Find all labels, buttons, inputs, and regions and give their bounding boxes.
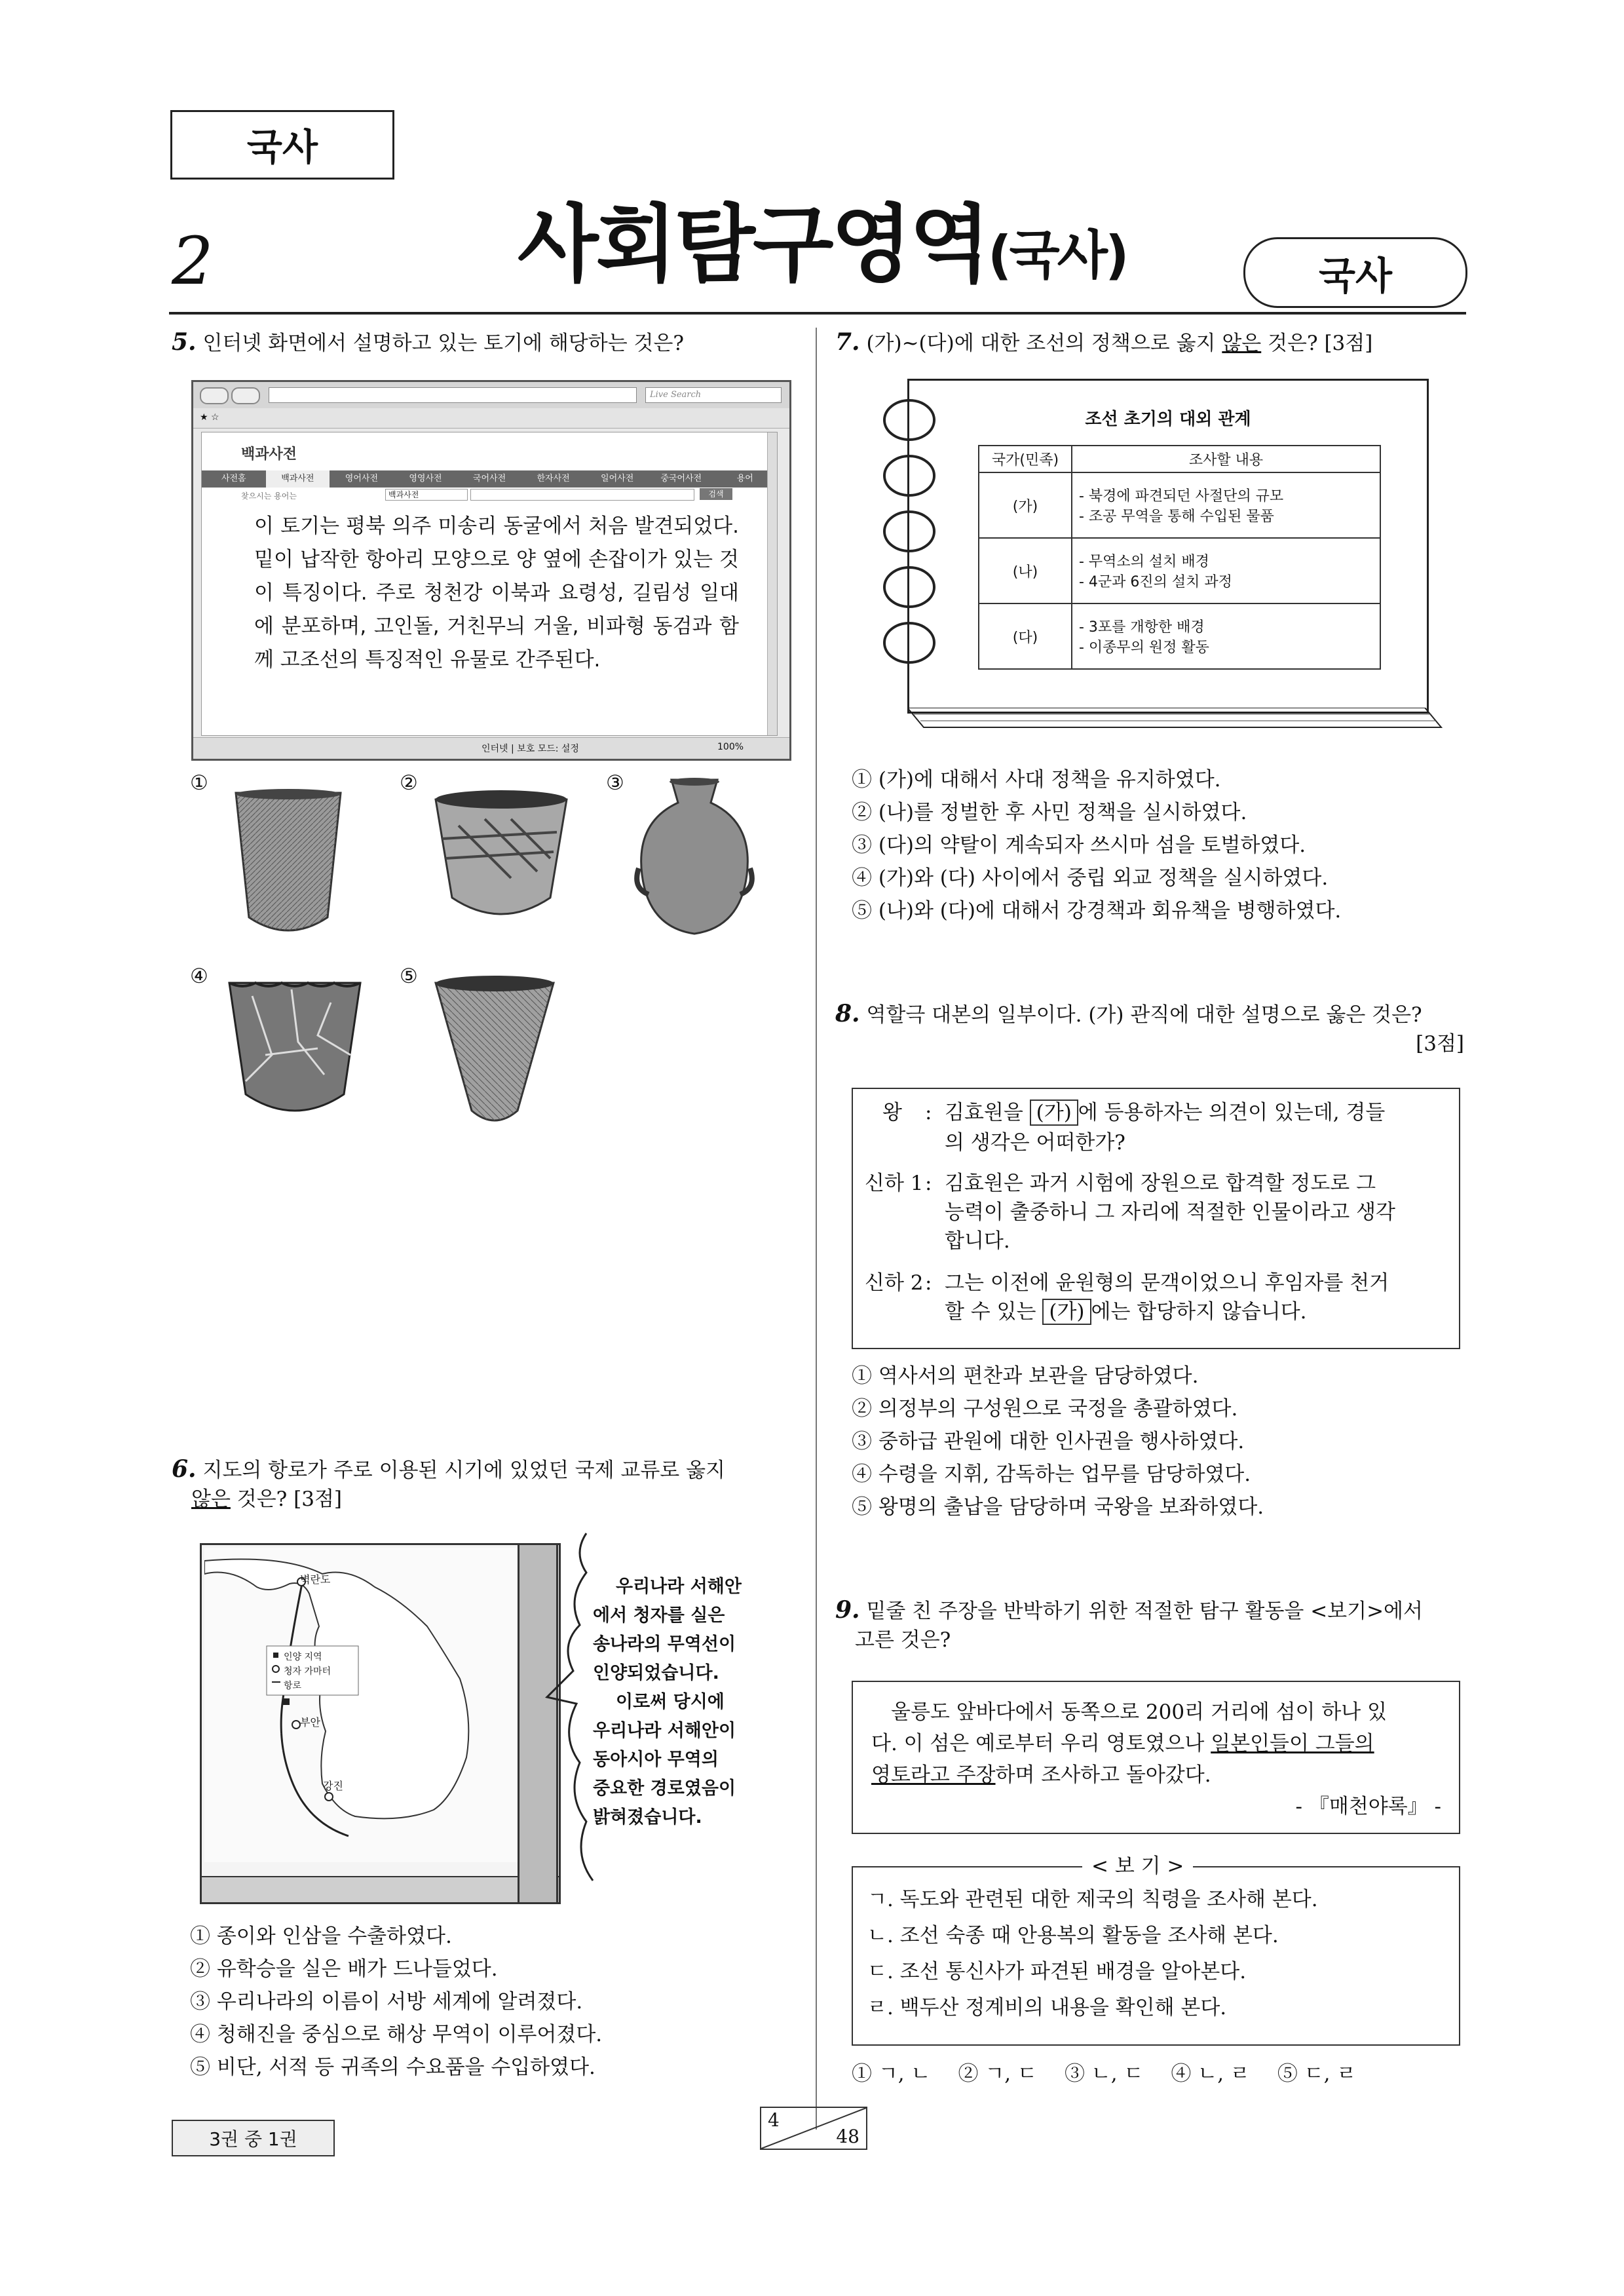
bogi-item: ㄹ. 백두산 정계비의 내용을 확인해 본다. [867,1996,1227,2019]
pottery-description: 이 토기는 평북 의주 미송리 동굴에서 처음 발견되었다. 밑이 납작한 항아리 모양으로 양 옆에 손잡이가 있는 것이 특징이다. 주로 청천강 이북과 요령성, 길림성 일대에 분포하며, 고인돌, 거친무늬 거울, 비파형 동검과 함께 고조선의 특징적인 유물로 간주된다. [254,514,739,672]
passage-line-3: 하며 조사하고 돌아갔다. [995,1763,1211,1787]
map-label-gangjin: 강진 [323,1780,343,1792]
q8-option-3[interactable]: ③ 중하급 관원에 대한 인사권을 행사하였다. [852,1430,1245,1453]
row-item: - 북경에 파견되던 사절단의 규모 [1079,488,1284,505]
minister-2-line-post: 에는 합당하지 않습니다. [1091,1300,1307,1324]
q9-text-line1: 밑줄 친 주장을 반박하기 위한 적절한 탐구 활동을 <보기>에서 [866,1599,1423,1623]
q6-option-1[interactable]: ① 종이와 인삼을 수출하였다. [190,1924,452,1948]
q5-question [172,328,801,358]
browser-toolbar [193,408,789,429]
pottery-2-image [432,786,570,930]
q7-question [835,328,1464,358]
passage-source: - 『매천야록』 - [1295,1795,1441,1818]
q5-option-1-label: ① [190,771,208,795]
nav-item[interactable]: 용어 [736,474,753,484]
favorites-icon[interactable]: ★ ☆ [200,412,219,423]
title-main: 사회탐구영역 [518,196,988,294]
back-button[interactable] [200,387,229,404]
bogi-item: ㄴ. 조선 숙종 때 안용복의 활동을 조사해 본다. [867,1924,1279,1947]
q7-options [852,763,1461,927]
bogi-items [867,1882,1318,2026]
q7-negation: 않은 [1222,332,1262,355]
pottery-3-image [632,776,757,940]
king-line-pre: 김효원을 [945,1101,1023,1124]
bogi-title: < 보 기 > [1082,1852,1193,1881]
legend-route: 항로 [284,1681,302,1691]
q5-option-2-label: ② [400,771,418,795]
q5-option-3-label: ③ [606,771,624,795]
bubble-line: 우리나라 서해안이 [593,1721,736,1741]
nav-item[interactable]: 영어사전 [345,474,379,484]
q9-passage-box [852,1681,1460,1834]
speaker-minister-2: 신하 2 [865,1271,924,1295]
row-content [1072,538,1380,603]
q7-number: 7. [835,328,860,356]
q7-option-2[interactable]: ② (나)를 정벌한 후 사민 정책을 실시하였다. [852,801,1247,824]
q9-passage [871,1696,1441,1822]
nav-item[interactable]: 중국어사전 [660,474,702,484]
q6-text-line2: 것은? [3점] [236,1487,342,1511]
map-label-buan: 부안 [300,1716,320,1729]
q9-option-5[interactable]: ⑤ ㄷ, ㄹ [1277,2062,1357,2086]
header-rule [169,312,1466,315]
row-item: - 무역소의 설치 배경 [1079,554,1209,570]
notebook-title: 조선 초기의 대외 관계 [1085,410,1251,429]
q7-option-4[interactable]: ④ (가)와 (다) 사이에서 중립 외교 정책을 실시하였다. [852,866,1329,890]
q6-negation: 않은 [191,1487,231,1511]
nav-item[interactable]: 한자사전 [537,474,570,484]
browser-address-bar [193,382,789,409]
speaker-king: 왕 [882,1101,902,1124]
table-row [979,538,1380,603]
passage-line-2: 다. 이 섬은 예로부터 우리 영토였으나 [871,1732,1205,1755]
bubble-line: 인양되었습니다. [593,1663,719,1683]
q5-number: 5. [172,328,197,356]
trade-route-map [204,1548,522,1862]
bogi-item: ㄷ. 조선 통신사가 파견된 배경을 알아본다. [867,1960,1247,1983]
minister-2-line-pre: 할 수 있는 [945,1300,1036,1324]
q9-number: 9. [835,1596,860,1624]
search-select[interactable]: 백과사전 [385,489,468,501]
speaker-minister-1: 신하 1 [865,1172,924,1195]
table-header-country: 국가(민족) [979,446,1072,472]
bubble-line: 우리나라 서해안 [616,1577,742,1597]
nav-item[interactable]: 영영사전 [409,474,442,484]
q9-question [835,1596,1464,1655]
q7-text-a: (가)~(다)에 대한 조선의 정책으로 옳지 [866,332,1216,355]
minister-1-line [945,1169,1449,1255]
minister-1-line-2: 능력이 출중하니 그 자리에 적절한 인물이라고 생각 [945,1200,1395,1224]
q9-option-2[interactable]: ② ㄱ, ㄷ [958,2062,1037,2086]
q7-option-3[interactable]: ③ (다)의 약탈이 계속되자 쓰시마 섬을 토벌하였다. [852,833,1306,857]
q9-option-4[interactable]: ④ ㄴ, ㄹ [1171,2062,1250,2086]
search-button[interactable]: 검색 [700,488,732,500]
bogi-box [852,1854,1460,2046]
tv-map-frame [200,1543,561,1904]
q9-options [852,2057,1461,2090]
browser-status-bar [193,737,789,759]
row-item: - 조공 무역을 통해 수입된 물품 [1079,508,1274,525]
q6-number: 6. [172,1455,197,1483]
row-label: (가) [979,472,1072,538]
q6-options [190,1920,799,2084]
browser-search-input[interactable]: Live Search [645,387,782,403]
site-nav [202,470,777,488]
row-item: - 4군과 6진의 설치 과정 [1079,574,1232,590]
notebook-card [907,379,1429,714]
foreign-relations-table [978,445,1381,670]
bubble-text [593,1573,809,1832]
page-title [518,177,1127,297]
king-line-cont: 의 생각은 어떠한가? [945,1131,1125,1155]
bogi-item: ㄱ. 독도와 관련된 대한 제국의 칙령을 조사해 본다. [867,1888,1318,1911]
pottery-4-image [226,976,364,1127]
q9-text-line2: 고른 것은? [855,1628,951,1652]
address-input[interactable] [269,387,637,403]
q6-option-3[interactable]: ③ 우리나라의 이름이 서방 세계에 알려졌다. [190,1990,583,2014]
notebook-pages-edge [907,708,1445,734]
q6-question [172,1455,801,1514]
minister-1-line-1: 김효원은 과거 시험에 장원으로 합격할 정도로 그 [945,1172,1376,1195]
q8-number: 8. [835,1000,860,1027]
q6-option-4[interactable]: ④ 청해진을 중심으로 해상 무역이 이루어졌다. [190,2023,603,2046]
q6-option-2[interactable]: ② 유학승을 실은 배가 드나들었다. [190,1957,498,1981]
q8-option-4[interactable]: ④ 수령을 지휘, 감독하는 업무를 담당하였다. [852,1463,1251,1486]
notebook-rings [870,394,949,702]
pottery-5-image [432,973,557,1130]
position-ga-tag: (가) [1042,1299,1091,1325]
subject-pill: 국사 [1243,237,1467,308]
row-item: - 3포를 개항한 배경 [1079,619,1205,636]
site-search-input[interactable] [470,489,694,501]
forward-button[interactable] [231,387,260,404]
king-line [945,1098,1449,1127]
pottery-1-image [229,786,347,944]
table-header-content: 조사할 내용 [1072,446,1380,472]
nav-item[interactable]: 백과사전 [266,470,330,488]
q8-option-5[interactable]: ⑤ 왕명의 출납을 담당하며 국왕을 보좌하였다. [852,1495,1264,1519]
q5-option-5-label: ⑤ [400,965,418,988]
bubble-line: 에서 청자를 실은 [593,1605,725,1626]
minister-2-line [945,1269,1449,1326]
passage-underline-2: 영토라고 주장 [871,1763,996,1787]
q9-option-3[interactable]: ③ ㄴ, ㄷ [1064,2062,1144,2086]
q8-text: 역할극 대본의 일부이다. (가) 관직에 대한 설명으로 옳은 것은? [866,1003,1422,1027]
subject-box: 국사 [170,110,394,180]
bubble-line: 밝혀졌습니다. [593,1807,702,1827]
bubble-line: 중요한 경로였음이 [593,1778,736,1799]
q6-text-line1: 지도의 항로가 주로 이용된 시기에 있었던 국제 교류로 옳지 [202,1459,725,1482]
minister-1-line-3: 합니다. [945,1229,1010,1253]
page-total: 48 [836,2126,859,2147]
row-label: (나) [979,538,1072,603]
browser-window [191,380,791,761]
volume-label: 3권 중 1권 [172,2120,335,2156]
q5-text: 인터넷 화면에서 설명하고 있는 토기에 해당하는 것은? [202,332,685,355]
table-row [979,472,1380,538]
table-row [979,603,1380,669]
column-divider [816,328,817,2130]
site-title: 백과사전 [241,446,297,463]
row-content [1072,603,1380,669]
bubble-line: 동아시아 무역의 [593,1750,719,1770]
q8-option-1[interactable]: ① 역사서의 편찬과 보관을 담당하였다. [852,1364,1199,1388]
scrollbar[interactable] [767,432,777,735]
nav-item[interactable]: 사전홈 [221,474,246,484]
passage-underline-1: 일본인들이 그들의 [1211,1732,1374,1755]
q8-points: [3점] [1416,1032,1464,1056]
q5-option-4-label: ④ [190,965,208,988]
king-line-post: 에 등용하자는 의견이 있는데, 경들 [1078,1101,1386,1124]
q9-option-1[interactable]: ① ㄱ, ㄴ [852,2062,931,2086]
map-label-byeokrando: 벽란도 [300,1573,331,1586]
minister-2-line-1: 그는 이전에 윤원형의 문객이었으니 후임자를 천거 [945,1271,1389,1295]
passage-line-1: 울릉도 앞바다에서 동쪽으로 200리 거리에 섬이 하나 있 [891,1700,1388,1724]
page-current: 4 [768,2109,780,2131]
nav-item[interactable]: 일어사전 [601,474,634,484]
search-label: 찾으시는 용어는 [241,491,297,501]
q6-option-5[interactable]: ⑤ 비단, 서적 등 귀족의 수요품을 수입하였다. [190,2056,595,2079]
browser-content [201,432,778,736]
bubble-line: 이로써 당시에 [616,1692,725,1712]
q8-script-box: 왕 : 김효원을 (가) 에 등용하자는 의견이 있는데, 경들 의 생각은 어떠한가? 신하 1 : 김효원은 과거 시험에 장원으로 합격할 정도로 그 능력이 출중하니 그 자리에 적절한 인물이라고 생각 합니다. 신하 2 : 그는 이전에 윤원형의 문객이었으니 후임자를 천거 할 수 있는 (가) 에는 합당하지 않습니다. [852,1088,1460,1349]
status-text: 인터넷 | 보호 모드: 설정 [482,744,579,754]
position-ga-tag: (가) [1030,1100,1078,1126]
legend-salvage-area: 인양 지역 [284,1652,322,1662]
row-content [1072,472,1380,538]
row-label: (다) [979,603,1072,669]
q8-question [835,999,1464,1058]
page-number: 2 [172,223,214,299]
legend-kiln-site: 청자 가마터 [284,1666,331,1677]
q7-option-5[interactable]: ⑤ (나)와 (다)에 대해서 강경책과 회유책을 병행하였다. [852,899,1342,923]
q8-option-2[interactable]: ② 의정부의 구성원으로 국정을 총괄하였다. [852,1397,1238,1421]
q7-option-1[interactable]: ① (가)에 대해서 사대 정책을 유지하였다. [852,768,1221,792]
tv-control-bar [202,1876,559,1902]
zoom-level[interactable]: 100% [717,742,744,752]
bubble-line: 송나라의 무역선이 [593,1634,736,1655]
q8-options [852,1360,1461,1523]
row-item: - 이종무의 원정 활동 [1079,640,1209,656]
page-counter [760,2107,867,2150]
q7-text-b: 것은? [3점] [1268,332,1373,355]
nav-item[interactable]: 국어사전 [472,474,506,484]
title-sub: (국사) [987,225,1127,286]
